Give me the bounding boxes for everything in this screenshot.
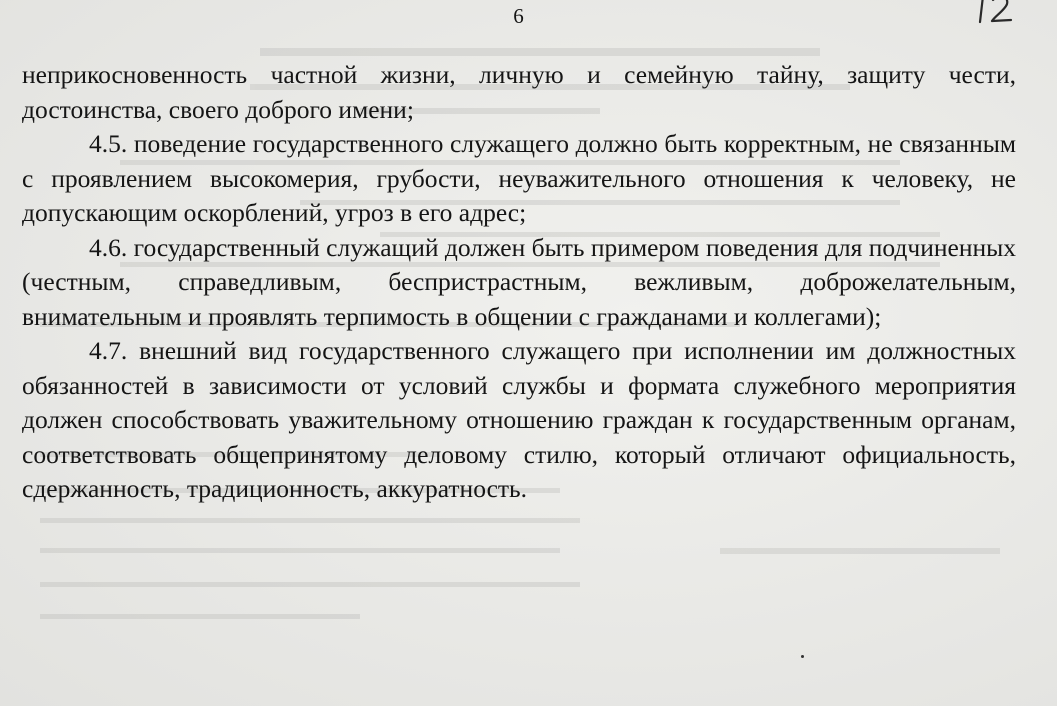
paragraph-4-6: 4.6. государственный служащий должен быть примером поведения для подчиненных (честным, справедливым, беспристрастным, вежливым, доброжелательным, внимательным и проявлять терпимость в общении с гражданами и коллегами); (22, 232, 1016, 331)
handwritten-page-mark (975, 0, 1023, 24)
page-number: 6 (513, 4, 524, 28)
paragraph-4-5: 4.5. поведение государственного служащего должно быть корректным, не связанным с проявлением высокомерия, грубости, неуважительного отношения к человеку, не допускающим оскорблений, угроз в его адрес; (22, 129, 1016, 227)
paragraph-continuation: неприкосновенность частной жизни, личную и семейную тайну, защиту чести, достоинства, своего доброго имени; (22, 60, 1016, 124)
paragraph-4-7: 4.7. внешний вид государственного служащего при исполнении им должностных обязанностей в зависимости от условий службы и формата служебного мероприятия должен способствовать уважительному отношению граждан к государственным органам, соответствовать общепринятому деловому стилю, который отличают официальность, сдержанность, традиционность, аккуратность. (22, 336, 1016, 503)
document-body (22, 58, 1016, 507)
ink-speck (801, 655, 804, 658)
